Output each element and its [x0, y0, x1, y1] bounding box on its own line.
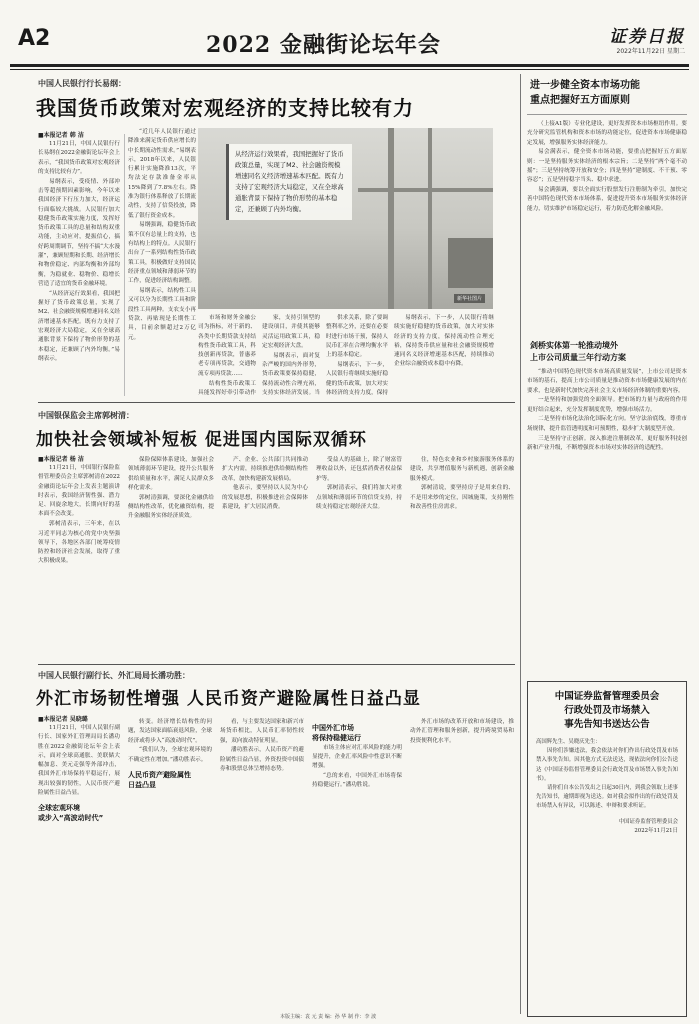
paper-date: 2022年11月22日 星期二 [616, 48, 685, 55]
paragraph: 家，支持引领型的建设项目，并使其能够灵活运用政策工具，稳定宏观经济大盘。 [262, 315, 320, 349]
paragraph: 易纲强调，稳健货币政策不仅有总量上的支持，也有结构上的特点。人民银行出台了一系列结构性货币政策工具，积极做好支持国民经济重点领域和薄弱环节的工作，促进经济结构调整。 [128, 222, 196, 285]
article1-headline: 我国货币政策对宏观经济的支持比较有力 [36, 96, 414, 120]
article2-kicker: 中国银保监会主席郭树清： [38, 411, 134, 420]
article3-column-1 [38, 724, 120, 1016]
paragraph: 郭树清表示，三年来，在以习近平同志为核心的党中央坚强领导下，各地区各部门统筹疫情防控和经济社会发展，取得了重大积极成果。 [38, 521, 120, 565]
pull-quote: 从经济运行效果看，我国把握好了货币政策总量，实现了M2、社会融资规模增速同名义经济增速基本匹配。既有力支持了宏观经济大局稳定，又在全球高通胀背景下保持了物价形势的基本稳定，还兼顾了内外均衡。 [226, 144, 352, 220]
paragraph: 易会满表示，健全资本市场功能，要重点把握好五方面原则：一是坚持服务实体经济的根本宗旨；二是坚持“两个毫不动摇”；三是坚持统筹开放和安全；四是坚持“建制度、不干预、零容忍”；五是坚持稳字当头、稳中求进。 [527, 149, 687, 184]
article3-headline: 外汇市场韧性增强 人民币资产避险属性日益凸显 [36, 689, 421, 709]
paragraph: 易纲表示，受疫情、外部冲击等超预期因素影响，今年以来我国经济下行压力加大，经济运行面临较大挑战。人民银行加大稳健货币政策实施力度，发挥好货币政策工具的总量和结构双重功能，主动应对，提振信心，搞好跨周期调节，坚持不搞“大水漫灌”，兼顾短期和长期、经济增长和物价稳定、内部均衡和外部均衡，为稳就业、稳物价、稳增长营造了适宜的货币金融环境。 [38, 178, 120, 287]
paragraph: 11月21日，中国人民银行副行长、国家外汇管理局局长潘功胜在2022金融街论坛年会上表示，面对全球高通胀、美联储大幅加息、美元走强等外部冲击，我国外汇市场保持平稳运行，展现出较强的韧性，人民币资产避险属性日益凸显。 [38, 725, 120, 797]
paragraph: 11月21日，中国人民银行行长易纲在2022金融街论坛年会上表示，“我国货币政策对宏观经济的支持比较有力”。 [38, 141, 120, 175]
article3-kicker: 中国人民银行副行长、外汇局局长潘功胜： [38, 671, 190, 680]
paragraph: “总的来看，中国外汇市场将保持稳健运行。”潘功胜说。 [312, 772, 402, 789]
paragraph: 二是坚持市场化法治化国际化方向。坚守法治底线，尊重市场规律，提升监管透明度和可预期性，稳步扩大制度型开放。 [527, 416, 687, 432]
notice-paragraph: 请你们自本公告发出之日起30日内，到我会领取上述事先告知书，逾期即视为送达。如对我会拟作出的行政处罚及市场禁入有异议，可以陈述、申辩和要求听证。 [536, 785, 678, 810]
paragraph: 市场和财务金融公司为指标，对于新的、各类中长期贷款支持结构性货币政策工具，科技创新再贷款，普惠养老专项再贷款，交通物流专项再贷款…… [198, 315, 256, 377]
paragraph: 易会满强调，要以全面实行股票发行注册制为牵引，加快完善中国特色现代资本市场体系，促进提升资本市场服务实体经济能力，切实维护市场稳定运行，着力防范化解金融风险。 [527, 187, 687, 212]
article3-byline: ■本报记者 吴晓璐 [38, 716, 88, 723]
article3-column-5 [410, 718, 514, 1016]
paragraph: 11月21日，中国银行保险监督管理委员会主席郭树清在2022金融街论坛年会上发表主题演讲时表示，我国经济韧性强、潜力足、回旋余地大，长期向好的基本面不会改变。 [38, 465, 120, 518]
article1-kicker: 中国人民银行行长易纲： [38, 79, 126, 88]
paragraph: 供求关系，除了要调整利率之外，还要在必要时进行市场干预，保持人民币汇率在合理均衡水平上的基本稳定。 [326, 315, 388, 359]
article1-column-1 [38, 140, 120, 398]
article1-column-2 [128, 128, 196, 398]
sidebar-mid-body [527, 368, 687, 672]
article1-byline: ■本报记者 韩 洁 [38, 132, 84, 139]
sidebar-top-body [527, 120, 687, 342]
paragraph: 住，特色农业和乡村旅游服务体系的建设，共享增值服务与新机遇，创新金融服务模式。 [410, 457, 514, 482]
paragraph: “近几年人民银行通过降准来满足货币供应增长的中长期流动性需求。”易纲表示，2018年以来，人民银行累计实施降准13次，平均法定存款准备金率从15%降到了7.8%左右。降准为银行体系释放了长期流动性，支持了信贷投放，降低了银行资金成本。 [128, 129, 196, 219]
paragraph: （上接A1版）专业化建设，更好发挥资本市场枢纽作用。要充分研究监管机构和资本市场的功能定位，促进资本市场健康稳定发展，增强服务实体经济能力。 [527, 121, 687, 146]
article1-column-3 [198, 314, 256, 398]
notice-title: 中国证券监督管理委员会 行政处罚及市场禁入 事先告知书送达公告 [554, 691, 660, 730]
paragraph: 一是坚持和加强党的全面领导。把市场的力量与政府的作用更好结合起来，充分发挥制度优势，增强市场活力。 [527, 397, 687, 413]
edition-title: 2022 金融街论坛年会 [206, 32, 441, 58]
article3-column-3 [220, 718, 304, 1016]
notice-paragraph: 高国辉先生、吴晓庆先生： [536, 739, 601, 745]
column-divider [124, 134, 125, 396]
paragraph: “我们认为，全球宏观环境的不确定性在增加。”潘功胜表示。 [128, 747, 212, 763]
paragraph: 受益人的基础上，除了财富管理收益以外，还包括消费者权益保护等。 [316, 457, 402, 482]
paragraph: 市场主体应对汇率风险的能力明显提升，企业汇率风险中性意识不断增强。 [312, 744, 402, 770]
paragraph: “从经济运行效果看，我国把握好了货币政策总量，实现了M2、社会融资规模增速同名义经济增速基本匹配。既有力支持了宏观经济大局稳定，又在全球高通胀背景下保持了物价形势的基本稳定，还兼顾了内外均衡。”易纲表示。 [38, 290, 120, 362]
subheading: 中国外汇市场 将保持稳健运行 [312, 724, 361, 742]
paragraph: 易纲表示，下一步，人民银行将继续实施好稳健的货币政策，加大对实体经济的支持力度，保持流动性合理充裕，保持货币供应量和社会融资规模增速同名义经济增速基本匹配，持续推动企业综合融资成本稳中有降。 [394, 315, 494, 368]
regulatory-notice [527, 681, 687, 1017]
subheading: 全球宏观环境 或步入“高波动时代” [38, 804, 104, 823]
page-footer: 本版主编：袁 元 责 编：孙 华 制 作：李 波 [280, 1014, 377, 1020]
paragraph: 他表示，要坚持以人民为中心的发展思想，积极推进社会保障体系建设，扩大居民消费。 [222, 485, 308, 510]
masthead-rule [10, 64, 689, 67]
article2-column-4 [316, 456, 402, 659]
photo-structure [448, 238, 493, 288]
paragraph: 郭树清强调，要深化金融供给侧结构性改革，优化融资结构，提升金融服务实体经济质效。 [128, 494, 214, 520]
subheading: 人民币资产避险属性 日益凸显 [128, 770, 191, 789]
paragraph: 外汇市场的改革开放和市场建设，推动外汇管理和服务创新，提升跨境贸易和投资便利化水平。 [410, 719, 514, 744]
notice-paragraph: 因你们涉嫌违法，我会依法对你们作出行政处罚及市场禁入事先告知。因其他方式无法送达，现依法向你们公告送达《中国证券监督管理委员会行政处罚及市场禁入事先告知书》。 [536, 748, 678, 782]
notice-body [536, 738, 678, 812]
paragraph: 保险保障体系建设，加强社会领域薄弱环节建设，提升公共服务供给质量和水平，满足人民群众多样化需求。 [128, 457, 214, 491]
paragraph: 看，与主要发达国家和新兴市场货币相比，人民币汇率韧性较强，双向波动特征明显。 [220, 719, 304, 744]
article3-column-2 [128, 718, 212, 1016]
sidebar-rule [527, 114, 687, 115]
paragraph: 潘功胜表示，人民币资产的避险属性日益凸显，外资投资中国债券和股票总体呈增持态势。 [220, 747, 304, 772]
article2-column-5 [410, 456, 514, 659]
sidebar-top-title: 进一步健全资本市场功能 重点把握好五方面原则 [530, 80, 640, 106]
paragraph: 三是坚持守正创新。深入推进注册制改革，更好服务科技创新和产业升级，不断增强资本市场对实体经济的适配性。 [527, 435, 687, 451]
paragraph: 易纲表示，结构性工具又可以分为长期性工具和阶段性工具两种。支农支小再贷款、再贴现是长期性工具，目前余额超过2万亿元。 [128, 288, 196, 341]
masthead-rule-thin [10, 69, 689, 70]
article2-headline: 加快社会领域补短板 促进国内国际双循环 [36, 430, 367, 450]
photo-structure [428, 128, 432, 309]
article2-column-3 [222, 456, 308, 659]
photo-structure [388, 128, 394, 309]
paragraph: 郭树清表示，我们将加大对重点领域和薄弱环节的信贷支持，持续支持稳定宏观经济大盘。 [316, 485, 402, 510]
photo-structure [358, 188, 493, 192]
article1-column-5 [326, 314, 388, 398]
paragraph: 转变。经济增长结构性的问题，发达国家面临衰退风险，全球经济或将步入“高波动时代”。 [128, 719, 212, 744]
right-column-divider [520, 74, 521, 1014]
article2-column-1 [38, 464, 120, 659]
paper-logo: 证券日报 [609, 27, 685, 47]
sidebar-mid-title: 剑桥实体第一轮推动境外 上市公司质量三年行动方案 [530, 341, 626, 362]
section-divider [38, 664, 515, 665]
paragraph: 产、企业、公共部门共同推动扩大内需，持续推进供给侧结构性改革，加快构建新发展格局。 [222, 457, 308, 482]
article1-column-4 [262, 314, 320, 398]
paragraph: 郭树清说，要坚持房子是用来住的、不是用来炒的定位，因城施策，支持刚性和改善性住房需求。 [410, 485, 514, 510]
page-number: A2 [18, 26, 51, 51]
paragraph: “推动中国特色现代资本市场高质量发展”，上市公司是资本市场的基石，提高上市公司质量是推动资本市场健康发展的内在要求，也是新时代加快完善社会主义市场经济体制的重要内容。 [527, 369, 687, 394]
section-divider [38, 402, 515, 403]
article2-column-2 [128, 456, 214, 659]
article2-byline: ■本报记者 杨 洁 [38, 456, 84, 463]
article3-column-4 [312, 718, 402, 1016]
photo-caption: 新华社图片 [454, 294, 485, 303]
paragraph: 易纲表示，下一步，人民银行将继续实施好稳健的货币政策，加大对实体经济的支持力度，保持 [326, 361, 388, 396]
paragraph: 易纲表示，面对复杂严峻的国内外形势，货币政策要保持稳健，保持流动性合理充裕，支持实体经济发展。当 [262, 352, 320, 396]
article1-column-6 [394, 314, 494, 398]
paragraph: 结构性货币政策工具能发挥好牵引带动作 [198, 380, 256, 396]
notice-signature: 中国证券监督管理委员会 2022年11月21日 [618, 818, 678, 834]
